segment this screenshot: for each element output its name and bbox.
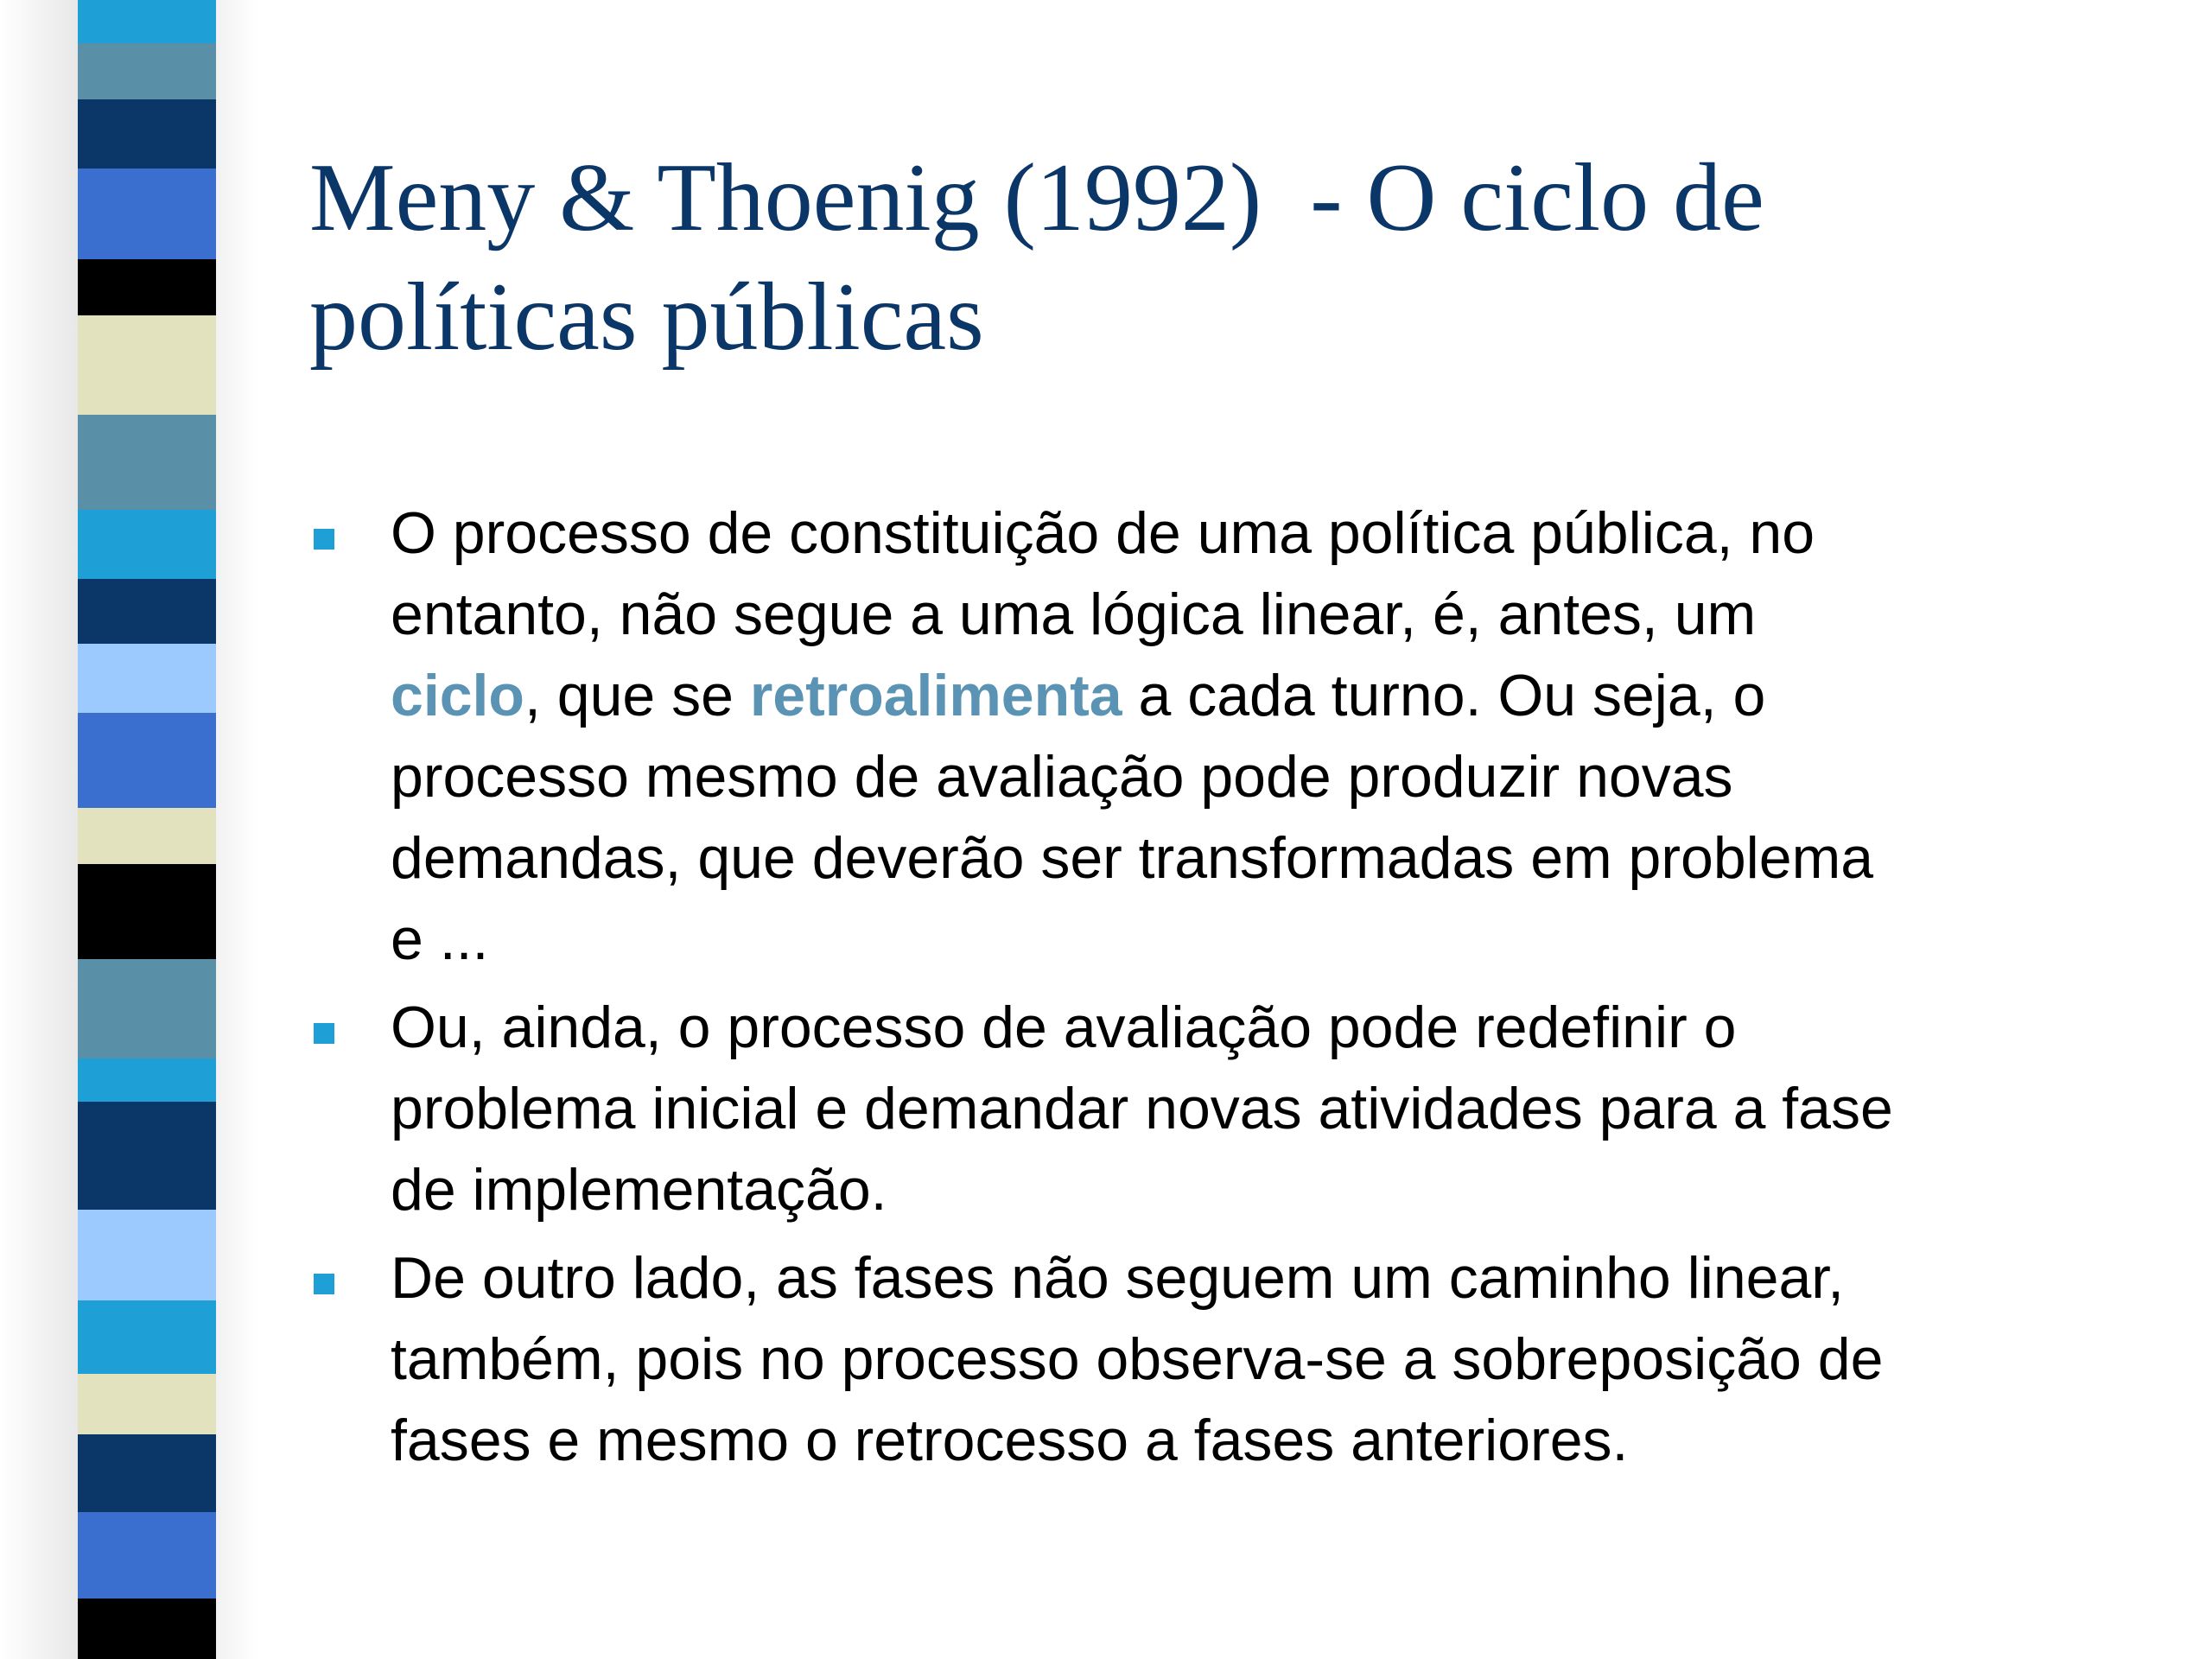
highlight-term: ciclo: [391, 663, 524, 728]
bullet-line: entanto, não segue a uma lógica linear, é, antes, um: [391, 582, 1757, 647]
bullet-line: De outro lado, as fases não seguem um caminho linear,: [391, 1245, 1845, 1311]
stripe-band: [78, 99, 216, 168]
stripe-band: [78, 1102, 216, 1210]
bullet-item: [307, 1237, 2164, 1481]
stripe-band: [78, 1210, 216, 1300]
stripe-band: [78, 168, 216, 259]
stripe-band: [78, 1374, 216, 1434]
bullet-line: Ou, ainda, o processo de avaliação pode redefinir o: [391, 995, 1737, 1060]
decorative-stripe: [78, 0, 216, 1659]
stripe-band: [78, 510, 216, 579]
slide-title-line: Meny & Thoenig (1992) - O ciclo de: [309, 144, 1764, 251]
stripe-band: [78, 864, 216, 959]
square-bullet-icon: [314, 1274, 334, 1294]
slide-title: [309, 138, 2037, 377]
stripe-band: [78, 0, 216, 43]
stripe-band: [78, 808, 216, 864]
bullet-line: [391, 655, 2164, 736]
bullet-line: demandas, que deverão ser transformadas em problema: [391, 825, 1874, 891]
bullet-line: processo mesmo de avaliação pode produzir novas: [391, 744, 1733, 810]
bullet-item: [307, 987, 2164, 1230]
stripe-band: [78, 1300, 216, 1374]
stripe-band: [78, 713, 216, 808]
stripe-band: [78, 1512, 216, 1599]
stripe-band: [78, 415, 216, 510]
bullet-line: problema inicial e demandar novas atividades para a fase: [391, 1076, 1893, 1141]
bullet-line: O processo de constituição de uma política pública, no: [391, 500, 1815, 566]
bullet-list: [307, 493, 2164, 1488]
stripe-band: [78, 1599, 216, 1659]
square-bullet-icon: [314, 529, 334, 550]
stripe-band: [78, 315, 216, 415]
bullet-text: , que se: [524, 663, 750, 728]
stripe-band: [78, 579, 216, 644]
stripe-shadow: [0, 0, 86, 1659]
stripe-band: [78, 1058, 216, 1102]
highlight-term: retroalimenta: [749, 663, 1122, 728]
stripe-band: [78, 1434, 216, 1512]
slide-title-line: políticas públicas: [309, 264, 984, 371]
stripe-band: [78, 644, 216, 713]
square-bullet-icon: [314, 1023, 334, 1044]
bullet-line: fases e mesmo o retrocesso a fases anteriores.: [391, 1408, 1629, 1473]
bullet-text: a cada turno. Ou seja, o: [1122, 663, 1766, 728]
bullet-line: de implementação.: [391, 1157, 887, 1223]
bullet-line: também, pois no processo observa-se a sobreposição de: [391, 1326, 1884, 1392]
stripe-band: [78, 43, 216, 99]
stripe-band: [78, 959, 216, 1058]
bullet-line: e ...: [391, 906, 489, 972]
stripe-band: [78, 259, 216, 315]
bullet-item: [307, 493, 2164, 980]
